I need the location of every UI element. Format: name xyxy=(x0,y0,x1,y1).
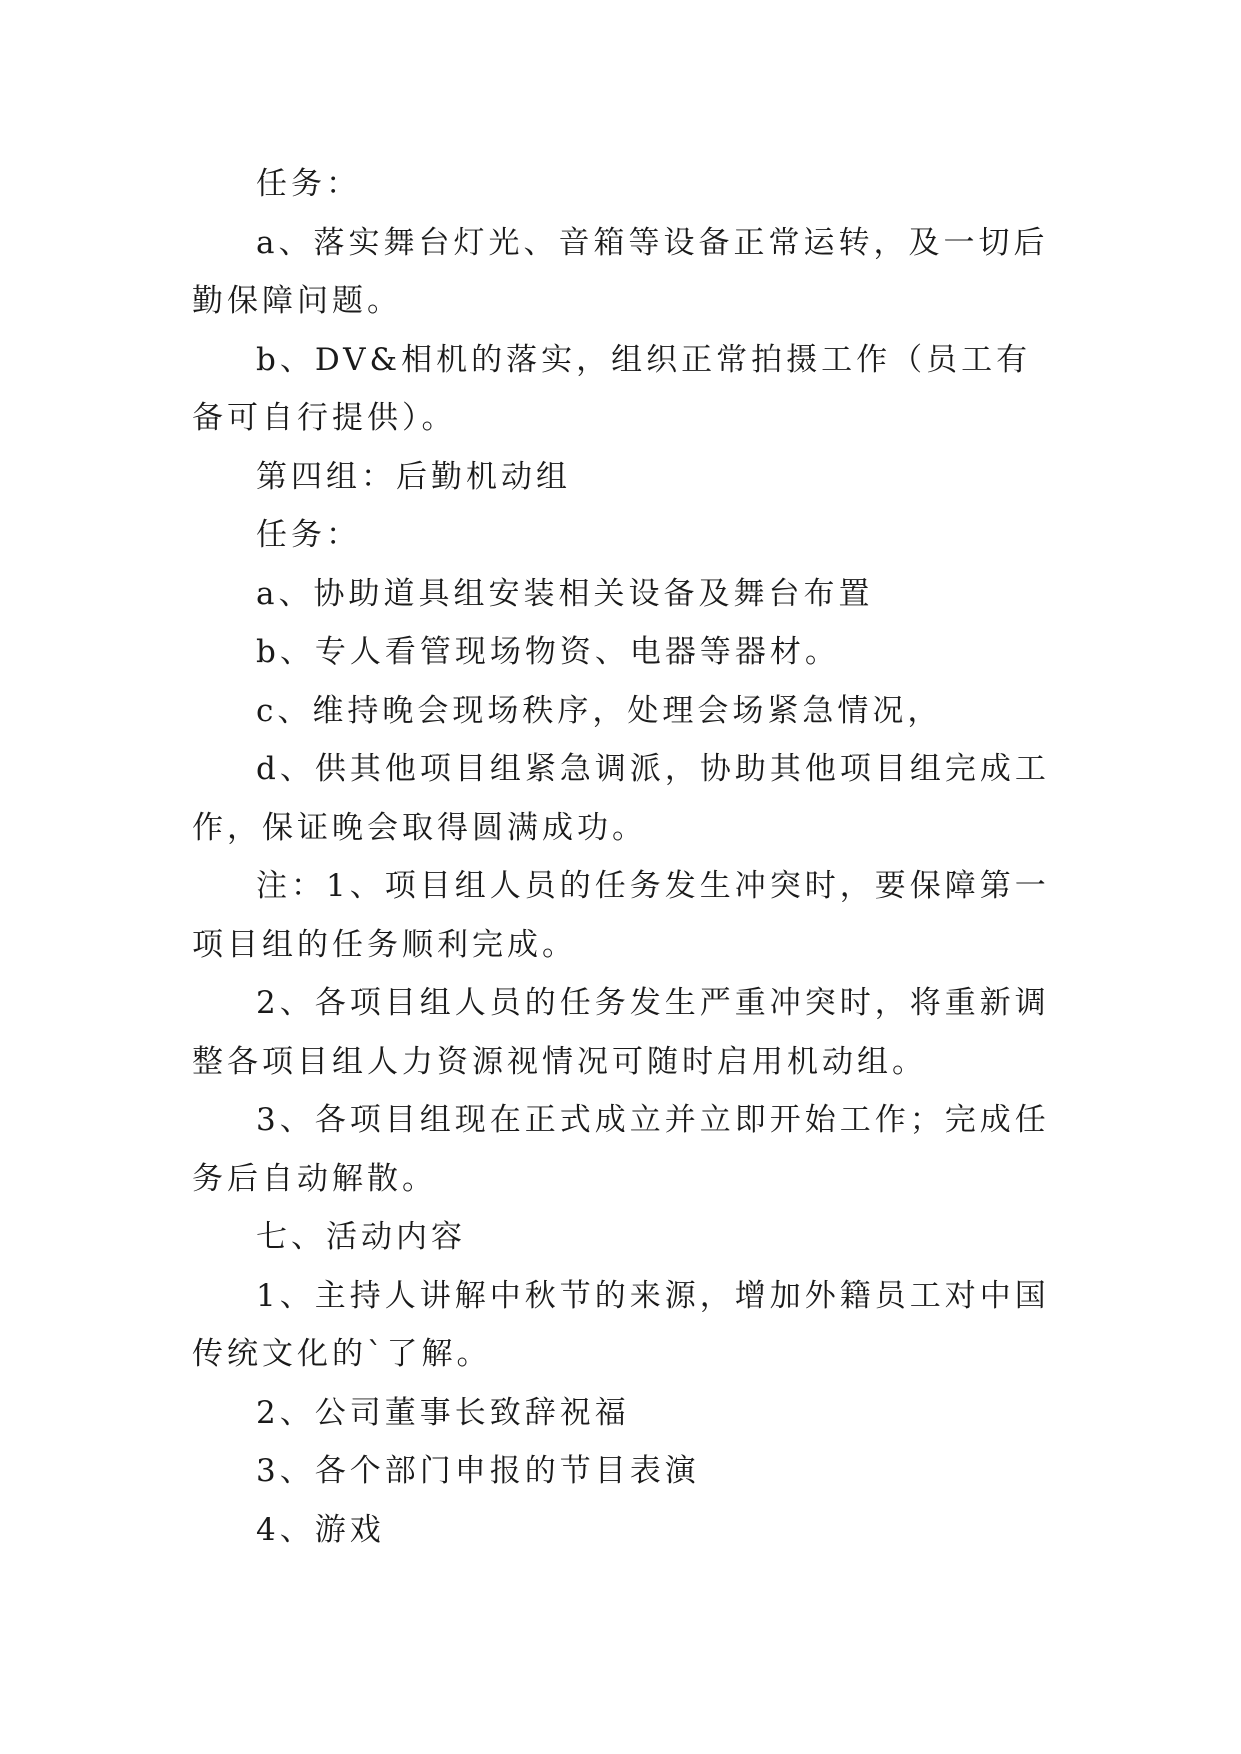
paragraph-task-b-camera: b、DV&相机的落实，组织正常拍摄工作（员工有备可自行提供）。 xyxy=(192,341,1032,436)
paragraph-group-four-title: 第四组：后勤机动组 xyxy=(256,458,571,495)
paragraph-task-d-dispatch: d、供其他项目组紧急调派，协助其他项目组完成工作，保证晚会取得圆满成功。 xyxy=(192,751,1050,846)
paragraph-task-c-order: c、维持晚会现场秩序，处理会场紧急情况， xyxy=(256,692,943,729)
paragraph-task-a-props: a、协助道具组安装相关设备及舞台布置 xyxy=(256,575,874,612)
paragraph-content-4-games: 4、游戏 xyxy=(256,1511,385,1548)
paragraph-note-3: 3、各项目组现在正式成立并立即开始工作；完成任务后自动解散。 xyxy=(192,1102,1050,1197)
paragraph-note-1: 注：1、项目组人员的任务发生冲突时，要保障第一项目组的任务顺利完成。 xyxy=(192,868,1050,963)
paragraph-tasks-heading-2: 任务： xyxy=(256,517,361,553)
paragraph-note-2: 2、各项目组人员的任务发生严重冲突时，将重新调整各项目组人力资源视情况可随时启用机动组。 xyxy=(192,985,1050,1080)
paragraph-tasks-heading-1: 任务： xyxy=(256,166,361,202)
paragraph-section-seven-title: 七、活动内容 xyxy=(256,1219,466,1255)
paragraph-content-3-performances: 3、各个部门申报的节目表演 xyxy=(256,1453,700,1489)
document-body xyxy=(192,155,1052,1559)
paragraph-task-a-equipment: a、落实舞台灯光、音箱等设备正常运转，及一切后勤保障问题。 xyxy=(192,224,1049,319)
paragraph-content-1-host: 1、主持人讲解中秋节的来源，增加外籍员工对中国传统文化的`了解。 xyxy=(192,1277,1050,1372)
paragraph-task-b-materials: b、专人看管现场物资、电器等器材。 xyxy=(256,634,840,670)
paragraph-content-2-speech: 2、公司董事长致辞祝福 xyxy=(256,1394,630,1431)
